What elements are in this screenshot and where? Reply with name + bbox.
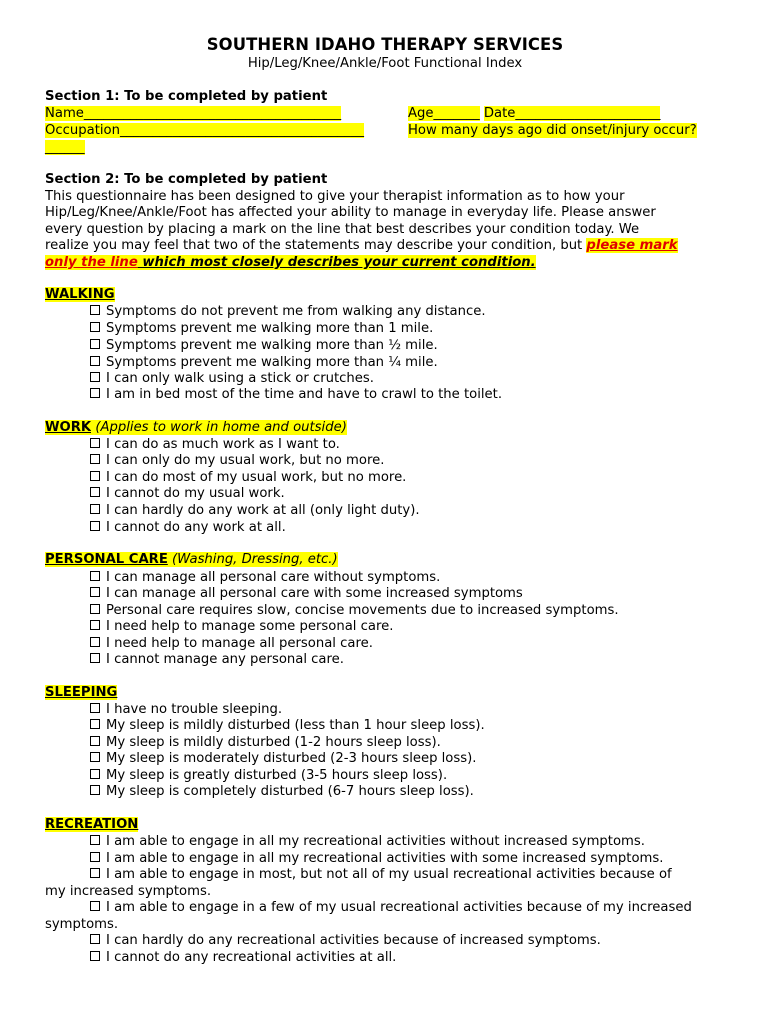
checkbox-icon[interactable] — [90, 703, 100, 713]
personal-care-heading — [45, 552, 338, 568]
occupation-label: Occupation_____________________________________ — [45, 123, 364, 138]
walking-option-2[interactable]: Symptoms prevent me walking more than 1 mile. — [90, 321, 433, 337]
page-subtitle: Hip/Leg/Knee/Ankle/Foot Functional Index — [247, 56, 523, 71]
recreation-option-3-continuation: my increased symptoms. — [45, 884, 212, 899]
recreation-title: RECREATION — [45, 817, 139, 832]
personal-care-option-5[interactable]: I need help to manage all personal care. — [90, 636, 373, 652]
onset-blank: ______ — [45, 140, 85, 155]
checkbox-icon[interactable] — [90, 454, 100, 464]
checkbox-icon[interactable] — [90, 785, 100, 795]
recreation-option-4-continuation: symptoms. — [45, 917, 119, 932]
personal-care-option-1[interactable]: I can manage all personal care without symptoms. — [90, 570, 440, 586]
work-note: (Applies to work in home and outside) — [91, 420, 347, 435]
checkbox-icon[interactable] — [90, 620, 100, 630]
name-field[interactable] — [45, 106, 341, 122]
checkbox-icon[interactable] — [90, 487, 100, 497]
personal-care-option-2[interactable]: I can manage all personal care with some increased symptoms — [90, 586, 523, 602]
sleeping-option-1[interactable]: I have no trouble sleeping. — [90, 702, 282, 718]
intro-line-4 — [45, 238, 678, 254]
walking-option-6[interactable]: I am in bed most of the time and have to crawl to the toilet. — [90, 387, 502, 403]
work-option-5[interactable]: I can hardly do any work at all (only light duty). — [90, 503, 420, 519]
emphasis-closest: which most closely describes your current condition. — [137, 255, 536, 270]
work-option-4[interactable]: I cannot do my usual work. — [90, 486, 285, 502]
sleeping-option-2[interactable]: My sleep is mildly disturbed (less than 1 hour sleep loss). — [90, 718, 485, 734]
section2-heading: Section 2: To be completed by patient — [45, 172, 328, 187]
intro-line-2: Hip/Leg/Knee/Ankle/Foot has affected your ability to manage in everyday life. Please answer — [45, 205, 656, 220]
checkbox-icon[interactable] — [90, 852, 100, 862]
walking-option-5[interactable]: I can only walk using a stick or crutches. — [90, 371, 374, 387]
recreation-option-6[interactable]: I cannot do any recreational activities at all. — [90, 950, 396, 966]
checkbox-icon[interactable] — [90, 471, 100, 481]
work-option-3[interactable]: I can do most of my usual work, but no more. — [90, 470, 406, 486]
intro-line-1: This questionnaire has been designed to give your therapist information as to how your — [45, 189, 625, 204]
walking-option-1[interactable]: Symptoms do not prevent me from walking any distance. — [90, 304, 486, 320]
work-option-1[interactable]: I can do as much work as I want to. — [90, 437, 340, 453]
checkbox-icon[interactable] — [90, 719, 100, 729]
work-heading — [45, 420, 347, 436]
personal-care-note: (Washing, Dressing, etc.) — [167, 552, 338, 567]
checkbox-icon[interactable] — [90, 934, 100, 944]
checkbox-icon[interactable] — [90, 736, 100, 746]
checkbox-icon[interactable] — [90, 653, 100, 663]
checkbox-icon[interactable] — [90, 521, 100, 531]
personal-care-option-4[interactable]: I need help to manage some personal care. — [90, 619, 393, 635]
checkbox-icon[interactable] — [90, 752, 100, 762]
checkbox-icon[interactable] — [90, 637, 100, 647]
personal-care-option-6[interactable]: I cannot manage any personal care. — [90, 652, 344, 668]
sleeping-option-3[interactable]: My sleep is mildly disturbed (1-2 hours sleep loss). — [90, 735, 441, 751]
sleeping-option-6[interactable]: My sleep is completely disturbed (6-7 hours sleep loss). — [90, 784, 474, 800]
checkbox-icon[interactable] — [90, 571, 100, 581]
sleeping-title: SLEEPING — [45, 685, 118, 700]
onset-label: How many days ago did onset/injury occur? — [408, 123, 697, 138]
checkbox-icon[interactable] — [90, 305, 100, 315]
checkbox-icon[interactable] — [90, 388, 100, 398]
checkbox-icon[interactable] — [90, 504, 100, 514]
checkbox-icon[interactable] — [90, 901, 100, 911]
emphasis-please-mark: please mark — [586, 238, 678, 253]
checkbox-icon[interactable] — [90, 372, 100, 382]
page-title: SOUTHERN IDAHO THERAPY SERVICES — [206, 35, 564, 54]
occupation-field[interactable] — [45, 123, 364, 139]
checkbox-icon[interactable] — [90, 835, 100, 845]
checkbox-icon[interactable] — [90, 587, 100, 597]
walking-option-4[interactable]: Symptoms prevent me walking more than ¼ mile. — [90, 355, 438, 371]
work-option-2[interactable]: I can only do my usual work, but no more. — [90, 453, 384, 469]
checkbox-icon[interactable] — [90, 951, 100, 961]
section1-heading: Section 1: To be completed by patient — [45, 89, 328, 104]
checkbox-icon[interactable] — [90, 868, 100, 878]
personal-care-option-3[interactable]: Personal care requires slow, concise movements due to increased symptoms. — [90, 603, 619, 619]
recreation-option-4[interactable]: I am able to engage in a few of my usual recreational activities because of my increased — [90, 900, 692, 916]
age-date-fields[interactable] — [408, 106, 660, 122]
recreation-option-1[interactable]: I am able to engage in all my recreational activities without increased symptoms. — [90, 834, 645, 850]
name-label: Name_______________________________________ — [45, 106, 342, 121]
checkbox-icon[interactable] — [90, 322, 100, 332]
intro-line-4-text: realize you may feel that two of the statements may describe your condition, but — [45, 238, 587, 253]
checkbox-icon[interactable] — [90, 339, 100, 349]
intro-line-3: every question by placing a mark on the line that best describes your condition today. We — [45, 222, 640, 237]
walking-title: WALKING — [45, 287, 115, 302]
recreation-heading — [45, 817, 138, 833]
age-label: Age_______ — [408, 106, 480, 121]
sleeping-option-4[interactable]: My sleep is moderately disturbed (2-3 hours sleep loss). — [90, 751, 476, 767]
onset-field[interactable] — [408, 123, 697, 139]
walking-option-3[interactable]: Symptoms prevent me walking more than ½ mile. — [90, 338, 438, 354]
onset-blank-line[interactable] — [45, 140, 85, 156]
checkbox-icon[interactable] — [90, 438, 100, 448]
emphasis-only-the-line: only the line — [45, 255, 138, 270]
sleeping-option-5[interactable]: My sleep is greatly disturbed (3-5 hours sleep loss). — [90, 768, 447, 784]
personal-care-title: PERSONAL CARE — [45, 552, 168, 567]
checkbox-icon[interactable] — [90, 604, 100, 614]
recreation-option-3[interactable]: I am able to engage in most, but not all of my usual recreational activities because of — [90, 867, 672, 883]
checkbox-icon[interactable] — [90, 769, 100, 779]
checkbox-icon[interactable] — [90, 356, 100, 366]
walking-heading — [45, 287, 115, 303]
intro-line-5 — [45, 255, 536, 271]
recreation-option-5[interactable]: I can hardly do any recreational activities because of increased symptoms. — [90, 933, 601, 949]
work-option-6[interactable]: I cannot do any work at all. — [90, 520, 286, 536]
date-label: Date______________________ — [483, 106, 661, 121]
recreation-option-2[interactable]: I am able to engage in all my recreational activities with some increased symptoms. — [90, 851, 663, 867]
sleeping-heading — [45, 685, 117, 701]
work-title: WORK — [45, 420, 92, 435]
